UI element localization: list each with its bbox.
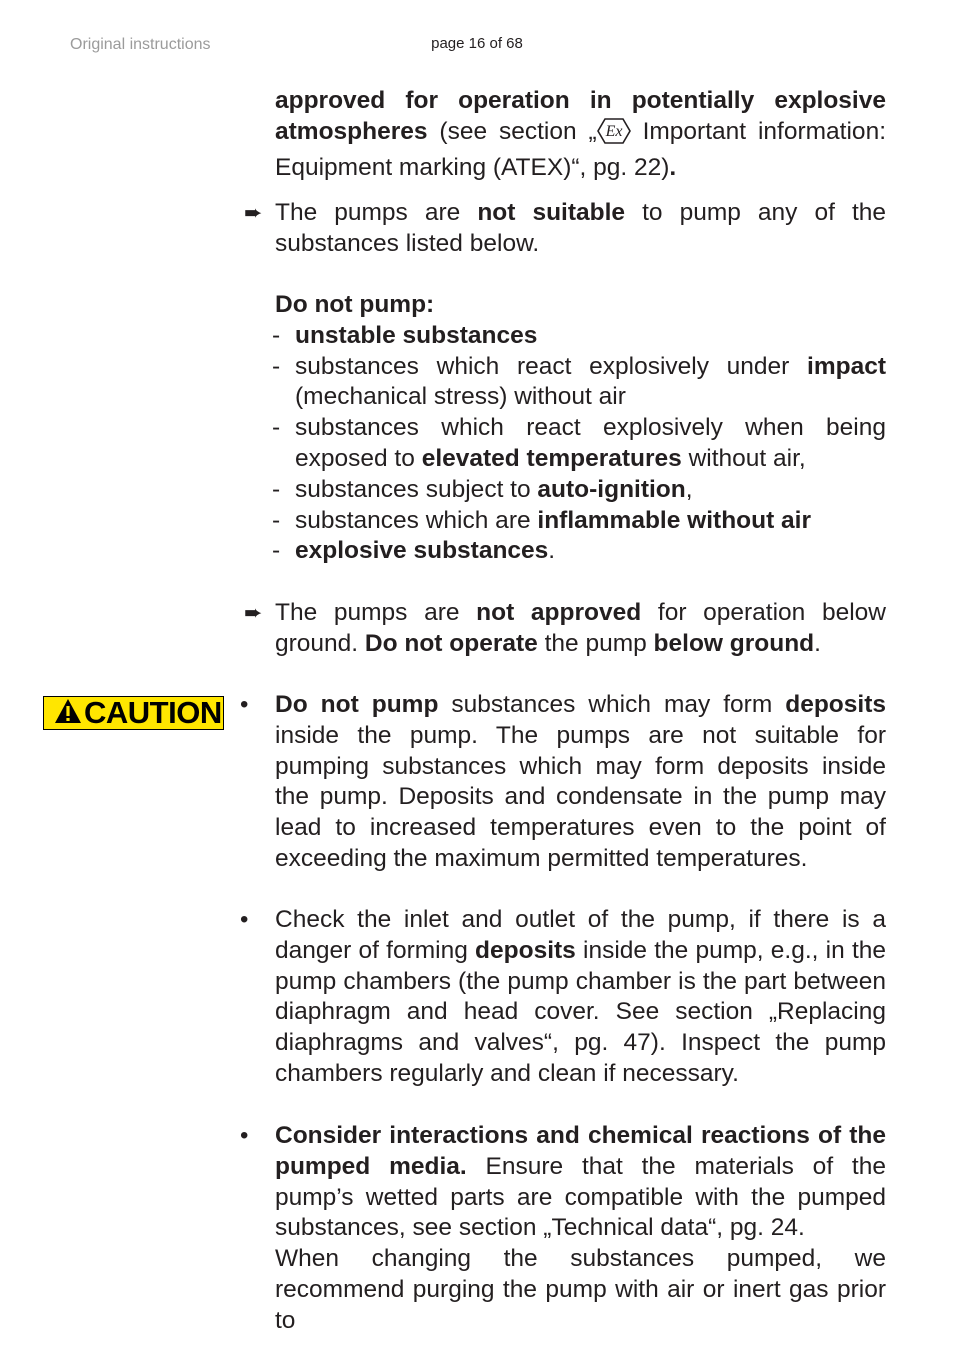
list-item: [272, 506, 886, 537]
bold-span: unstable substances: [295, 321, 538, 349]
text-span: substances subject to: [295, 475, 538, 503]
document-source-label: Original instructions: [70, 36, 211, 53]
not-suitable-paragraph: [275, 198, 886, 260]
bold-span: deposits: [475, 936, 576, 964]
text-span: substances which react explosively when being exposed to: [295, 414, 886, 472]
text-span: The pumps are: [275, 199, 478, 226]
atex-approval-paragraph: [275, 86, 886, 183]
bold-span: not suitable: [477, 199, 626, 226]
bold-span: elevated temperatures: [421, 444, 682, 472]
ex-atex-symbol-icon: [597, 118, 631, 153]
section-ref-title: Important information: Equipment marking (ATEX)“, pg. 22): [275, 117, 886, 181]
warning-triangle-icon: [54, 698, 82, 729]
right-arrow-icon: ➨: [244, 200, 263, 225]
not-approved-paragraph: [275, 598, 886, 660]
list-item: [272, 321, 886, 352]
do-not-pump-heading: Do not pump:: [275, 291, 435, 318]
dash-marker: -: [272, 506, 281, 534]
text-span: substances which are: [295, 506, 538, 534]
dash-marker: -: [272, 352, 281, 380]
caution-label: [43, 696, 224, 730]
inspect-chambers-paragraph: [275, 905, 886, 1090]
text-span: to pump any of the substances listed below.: [275, 199, 886, 257]
dash-marker: -: [272, 414, 281, 442]
text-span: (mechanical stress) without air: [295, 383, 626, 411]
bullet-marker: •: [240, 906, 249, 933]
bullet-marker: •: [240, 691, 249, 718]
bold-span: impact: [807, 352, 886, 380]
text-span: the pump: [537, 629, 654, 657]
bold-span: explosive substances: [295, 537, 549, 565]
do-not-pump-list: [272, 321, 886, 567]
text-span: When changing the substances pumped, we recommend purging the pump with air or inert gas prior to: [275, 1245, 886, 1334]
text-span: inside the pump. The pumps are not suitable for pumping substances which may form deposits inside the pump. Deposits and condensate in the pump may lead to increased temperatures even to the point of exceeding the maximum permitted temperatures.: [275, 721, 886, 872]
text-span: ,: [685, 475, 693, 503]
text-span: inside the pump, e.g., in the pump chambers (the pump chamber is the part between diaphragm and head cover. See section „Replacing diaphragms and valves“, pg. 47). Inspect the pump chambers regularly and clean if necessary.: [275, 936, 886, 1087]
text-span: .: [548, 537, 556, 565]
list-item: [272, 475, 886, 506]
text-span: The pumps are: [275, 599, 477, 626]
right-arrow-icon: ➨: [244, 600, 263, 625]
sentence-end: .: [669, 153, 677, 181]
text-span: .: [814, 629, 821, 657]
approval-bold-text: approved for operation in potentially explosive atmospheres: [275, 87, 886, 145]
text-span: for operation below ground.: [275, 599, 886, 657]
section-ref-text: (see section „: [427, 117, 597, 145]
text-span: substances which react explosively under: [295, 352, 808, 380]
bold-span: below ground: [653, 629, 815, 657]
text-span: substances which may form: [438, 691, 786, 718]
page-number: page 16 of 68: [431, 35, 523, 52]
bold-span: Do not pump: [275, 691, 439, 718]
text-span: Ensure that the materials of the pump’s wetted parts are compatible with the pumped substances, see section „Technical data“, pg. 24.: [275, 1152, 886, 1242]
caution-text: CAUTION: [84, 695, 222, 730]
bold-span: inflammable without air: [537, 506, 812, 534]
bullet-marker: •: [240, 1122, 249, 1149]
text-span: without air,: [681, 444, 806, 472]
deposits-warning-paragraph: [275, 690, 886, 875]
list-item: [272, 413, 886, 475]
text-span: Check the inlet and outlet of the pump, if there is a danger of forming: [275, 906, 886, 964]
list-item: [272, 352, 886, 414]
dash-marker: -: [272, 475, 281, 503]
bold-span: Consider interactions and chemical reactions of the pumped media.: [275, 1122, 886, 1180]
list-item: [272, 536, 886, 567]
bold-span: deposits: [785, 691, 886, 718]
chemical-reactions-paragraph: [275, 1121, 886, 1337]
svg-text:Ex: Ex: [605, 122, 623, 140]
bold-span: not approved: [476, 599, 642, 626]
bold-span: Do not operate: [364, 629, 538, 657]
do-not-pump-section: [272, 290, 886, 567]
dash-marker: -: [272, 321, 281, 349]
bold-span: auto-ignition: [537, 475, 686, 503]
dash-marker: -: [272, 537, 281, 565]
